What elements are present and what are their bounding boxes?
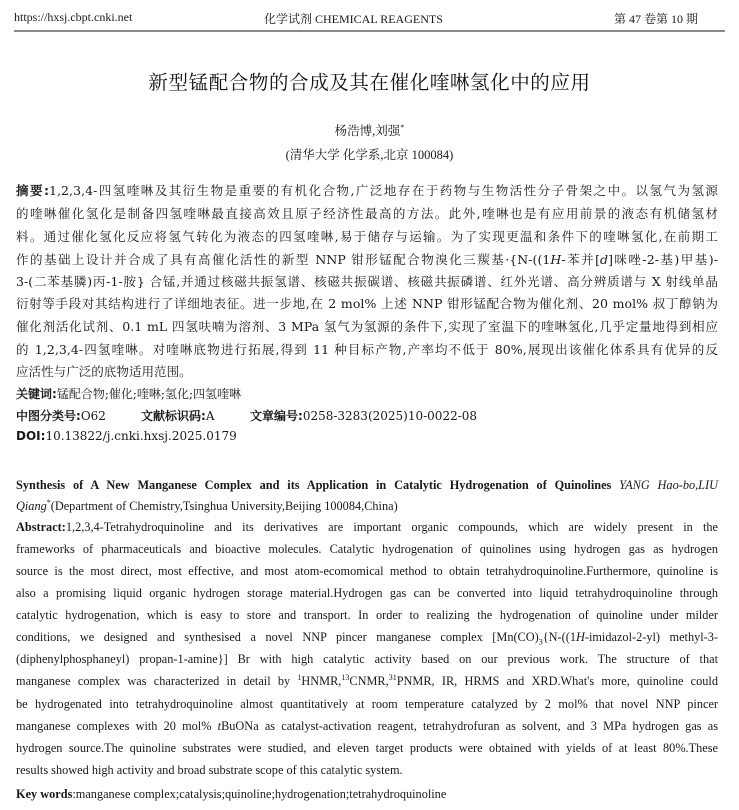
en-abstract-line: catalytic hydrogenation, which is easy to store and transport. In order to realizing the hydrogenation of quinoline under milder bbox=[16, 608, 718, 622]
clc-value: O62 bbox=[80, 409, 106, 423]
en-abstract-text: 1,2,3,4-Tetrahydroquinoline and its derivatives are important organic compounds, which are widely present in the bbox=[65, 520, 718, 534]
subscript: 3 bbox=[538, 637, 543, 647]
article-no-value: 0258-3283(2025)10-0022-08 bbox=[302, 409, 478, 423]
italic-d: d bbox=[600, 252, 609, 267]
cn-abstract-line: 催化剂活化试剂、0.1 mL 四氢呋喃为溶剂、3 MPa 氢气为氢源的条件下,实现了室温下的喹啉氢化,几乎定量地得到相应 bbox=[16, 319, 718, 334]
italic-h: H bbox=[550, 252, 562, 267]
doc-code-label: 文献标识码: bbox=[141, 409, 206, 423]
cn-abstract-line: 3-(二苯基膦)丙-1-胺} 合锰,并通过核磁共振氢谱、核磁共振碳谱、核磁共振磷谱、红外光谱、高分辨质谱与 X 射线单晶 bbox=[16, 274, 718, 289]
cn-abstract-text: 1,2,3,4-四氢喹啉及其衍生物是重要的有机化合物,广泛地存在于药物与生物活性分子骨架之中。以氢气为氢源 bbox=[49, 183, 718, 198]
cn-abstract-line: 料。通过催化氢化反应将氢气转化为液态的四氢喹啉,易于储存与运输。为了实现更温和条件下的喹啉氢化,在前期工 bbox=[16, 229, 718, 244]
cn-doc-code bbox=[141, 407, 214, 424]
cn-abstract-line: 的喹啉催化氢化是制备四氢喹啉最直接高效且原子经济性最高的方法。此外,喹啉也是有应用前景的液态有机储氢材 bbox=[16, 206, 718, 221]
en-abstract-line bbox=[16, 719, 718, 734]
superscript: 31 bbox=[388, 672, 397, 682]
en-abstract-line: source is the most direct, most effective, and most atom-ecomomical method to obtain tetrahydroquinoline.Furthermore, quinoline is bbox=[16, 564, 718, 578]
cn-abstract-text: ]咪唑-2-基)甲基)- bbox=[608, 252, 718, 267]
en-abstract-line bbox=[16, 674, 718, 689]
issue-info: 第 47 卷第 10 期 bbox=[614, 12, 699, 26]
cn-keywords-label: 关键词: bbox=[16, 387, 57, 401]
cn-abstract-text: 作的基础上设计并合成了具有高催化活性的新型 NNP 钳形锰配合物溴化三羰基·{N-((1 bbox=[16, 252, 551, 267]
en-abstract-line bbox=[16, 520, 718, 535]
en-abstract-text: CNMR, bbox=[349, 674, 389, 688]
cn-keywords-value: 锰配合物;催化;喹啉;氢化;四氢喹啉 bbox=[56, 387, 241, 401]
article-title: 新型锰配合物的合成及其在催化喹啉氢化中的应用 bbox=[148, 71, 591, 94]
doc-code-value: A bbox=[205, 409, 215, 423]
en-affiliation: (Department of Chemistry,Tsinghua University,Beijing 100084,China) bbox=[50, 499, 398, 513]
article-affiliation: (清华大学 化学系,北京 100084) bbox=[285, 148, 454, 162]
en-abstract-line: also a promising liquid organic hydrogen storage material.Hydrogen gas can be converted into liquid tetrahydroquinoline through bbox=[16, 586, 718, 600]
en-abstract-label: Abstract: bbox=[16, 520, 66, 534]
en-abstract-text: PNMR, IR, HRMS and XRD.What's more, quinoline could bbox=[396, 674, 718, 688]
en-abstract-text: BuONa as catalyst-activation reagent, tetrahydrofuran as solvent, and 3 MPa hydrogen gas as bbox=[221, 719, 718, 733]
cn-keywords bbox=[16, 385, 241, 402]
article-no-label: 文章编号: bbox=[250, 409, 303, 423]
cn-abstract-line: 的 1,2,3,4-四氢喹啉。对喹啉底物进行拓展,得到 11 种目标产物,产率均不低于 80%,展现出该催化体系具有优异的反 bbox=[16, 342, 718, 357]
en-abstract-line: (diphenylphosphaneyl) propan-1-amine}] Br with high catalytic activity based on our previous work. The structure of that bbox=[16, 652, 718, 666]
en-abstract-line: hydrogen source.The quinoline substrates were studied, and eleven target products were obtained with yields of at least 80%.These bbox=[16, 741, 718, 755]
cn-abstract-line: 衍射等手段对其结构进行了详细地表征。进一步地,在 2 mol% 上述 NNP 钳形锰配合物为催化剂、20 mol% 叔丁醇钠为 bbox=[16, 296, 718, 311]
en-authors: YANG Hao-bo,LIU bbox=[619, 478, 719, 492]
journal-url[interactable]: https://hxsj.cbpt.cnki.net bbox=[14, 10, 133, 24]
doi-label: DOI: bbox=[16, 429, 46, 443]
cn-abstract-line bbox=[16, 181, 718, 199]
doi-value[interactable]: 10.13822/j.cnki.hxsj.2025.0179 bbox=[45, 429, 237, 443]
en-abstract-text: HNMR, bbox=[301, 674, 342, 688]
header-rule bbox=[14, 30, 725, 32]
cn-article-number bbox=[250, 407, 477, 424]
en-abstract-text: conditions, we designed and synthesised a novel NNP pincer manganese complex [Mn(CO) bbox=[16, 630, 539, 644]
en-abstract-line: results showed high activity and broad substrate scope of this catalytic system. bbox=[16, 763, 403, 777]
en-abstract-line: frameworks of pharmaceuticals and bioactive molecules. Catalytic hydrogenation of quinolines using hydrogen gas as hydrogen bbox=[16, 542, 718, 556]
article-authors bbox=[0, 121, 739, 139]
italic-t: t bbox=[217, 719, 222, 733]
superscript: 13 bbox=[341, 672, 350, 682]
author-names: 杨浩博,刘强 bbox=[334, 124, 401, 138]
cn-abstract-line bbox=[16, 250, 718, 268]
en-abstract-text: manganese complexes with 20 mol% bbox=[16, 719, 212, 733]
cn-classification bbox=[16, 407, 106, 424]
clc-label: 中图分类号: bbox=[16, 409, 81, 423]
cn-abstract-label: 摘要: bbox=[16, 183, 50, 198]
en-abstract-text: {N-((1 bbox=[542, 630, 576, 644]
superscript: 1 bbox=[297, 672, 302, 682]
en-title: Synthesis of A New Manganese Complex and its Application in Catalytic Hydrogenation of Quinolines bbox=[16, 478, 612, 492]
corresponding-author-mark: * bbox=[400, 122, 405, 132]
italic-h: H bbox=[575, 630, 585, 644]
en-abstract-text: -imidazol-2-yl) methyl-3- bbox=[584, 630, 719, 644]
en-keywords-label: Key words bbox=[16, 787, 73, 801]
cn-abstract-line: 应活性与广泛的底物适用范围。 bbox=[16, 364, 192, 379]
en-abstract-line: be hydrogenated into tetrahydroquinoline almost quantitatively at room temperature catalyzed by 2 mol% that novel NNP pincer bbox=[16, 697, 718, 711]
en-keywords-value: :manganese complex;catalysis;quinoline;hydrogenation;tetrahydroquinoline bbox=[72, 787, 447, 801]
en-authors-cont: Qiang bbox=[16, 499, 47, 513]
en-abstract-text: manganese complex was characterized in detail by bbox=[16, 674, 291, 688]
cn-doi bbox=[16, 429, 237, 443]
en-keywords bbox=[16, 787, 718, 802]
en-title-line bbox=[16, 478, 718, 493]
en-abstract-line bbox=[16, 630, 718, 645]
en-affiliation-line bbox=[16, 499, 718, 514]
en-corresponding-mark: * bbox=[46, 497, 51, 507]
journal-name: 化学试剂 CHEMICAL REAGENTS bbox=[264, 12, 443, 26]
cn-abstract-text: -苯并[ bbox=[561, 252, 600, 267]
